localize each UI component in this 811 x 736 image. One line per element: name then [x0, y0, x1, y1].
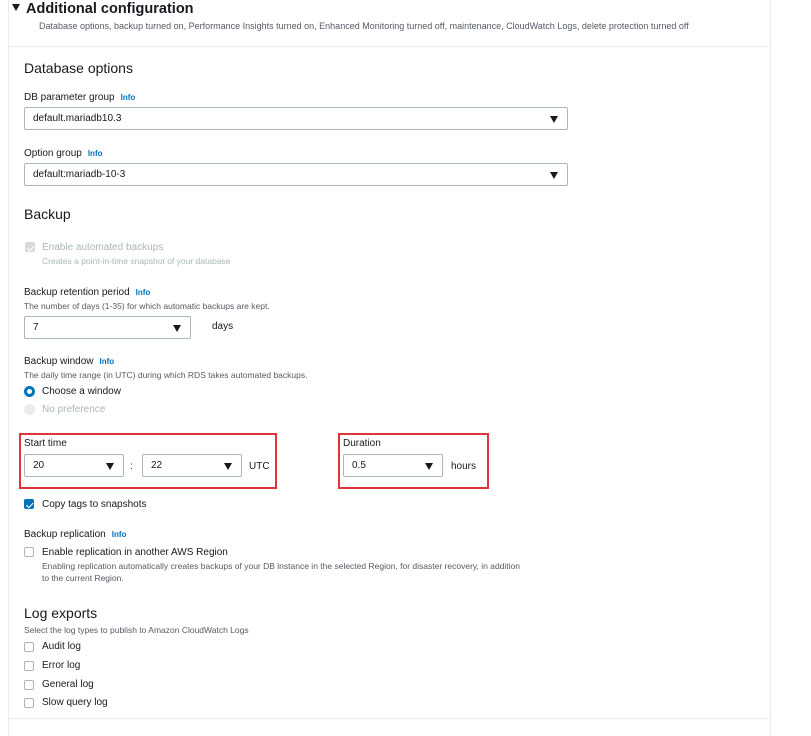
info-link[interactable]: Info [87, 149, 103, 158]
backup-retention-value: 7 [33, 322, 39, 333]
start-hour-value: 20 [33, 460, 45, 471]
replication-description-line2: to the current Region. [42, 573, 124, 583]
enable-automated-backups-description: Creates a point-in-time snapshot of your database [42, 256, 231, 266]
enable-replication-checkbox[interactable] [24, 547, 34, 557]
copy-tags-label: Copy tags to snapshots [42, 499, 147, 510]
backup-retention-label-text: Backup retention period [24, 287, 130, 298]
check-icon [26, 500, 33, 507]
log-exports-description: Select the log types to publish to Amazon CloudWatch Logs [24, 625, 249, 635]
backup-window-label [24, 355, 114, 368]
db-parameter-group-value: default.mariadb10.3 [33, 113, 122, 124]
duration-unit: hours [451, 461, 477, 472]
info-link[interactable]: Info [135, 288, 151, 297]
log-exports-heading: Log exports [24, 605, 98, 621]
replication-description-line1: Enabling replication automatically creates backups of your DB instance in the selected Region, for disaster recovery, in addition [42, 561, 520, 571]
option-group-label [24, 147, 103, 160]
backup-retention-description: The number of days (1-35) for which automatic backups are kept. [24, 301, 270, 311]
chevron-down-icon [550, 172, 558, 179]
backup-window-description: The daily time range (in UTC) during which RDS takes automated backups. [24, 370, 308, 380]
db-parameter-group-select[interactable] [24, 107, 568, 130]
retention-unit: days [212, 321, 234, 332]
start-minute-select[interactable] [142, 454, 242, 477]
slow-query-log-checkbox[interactable] [24, 698, 34, 708]
choose-window-radio[interactable] [24, 386, 35, 397]
no-preference-radio[interactable] [24, 404, 35, 415]
slow-query-log-label: Slow query log [42, 697, 108, 708]
chevron-down-icon [106, 463, 114, 470]
chevron-down-icon [550, 116, 558, 123]
enable-replication-label: Enable replication in another AWS Region [42, 547, 228, 558]
no-preference-label: No preference [42, 404, 106, 415]
start-hour-select[interactable] [24, 454, 124, 477]
audit-log-label: Audit log [42, 641, 81, 652]
audit-log-checkbox[interactable] [24, 642, 34, 652]
collapse-caret-icon[interactable] [12, 4, 20, 11]
check-icon [27, 243, 34, 250]
general-log-checkbox[interactable] [24, 680, 34, 690]
start-time-label: Start time [24, 438, 67, 449]
chevron-down-icon [224, 463, 232, 470]
choose-window-label: Choose a window [42, 386, 121, 397]
duration-label: Duration [343, 438, 381, 449]
db-parameter-group-label-text: DB parameter group [24, 92, 115, 103]
option-group-select[interactable] [24, 163, 568, 186]
backup-heading: Backup [24, 206, 71, 222]
info-link[interactable]: Info [111, 530, 127, 539]
section-description: Database options, backup turned on, Performance Insights turned on, Enhanced Monitoring turned off, maintenance, CloudWatch Logs, delete protection turned off [39, 21, 689, 31]
duration-select[interactable] [343, 454, 443, 477]
timezone-label: UTC [249, 461, 270, 472]
option-group-value: default:mariadb-10-3 [33, 169, 126, 180]
enable-automated-backups-checkbox[interactable] [25, 242, 35, 252]
duration-value: 0.5 [352, 460, 366, 471]
error-log-label: Error log [42, 660, 81, 671]
backup-retention-label [24, 286, 150, 299]
db-parameter-group-label [24, 91, 135, 104]
info-link[interactable]: Info [120, 93, 136, 102]
chevron-down-icon [173, 325, 181, 332]
backup-replication-label [24, 528, 126, 541]
backup-window-label-text: Backup window [24, 356, 94, 367]
backup-retention-select[interactable] [24, 316, 191, 339]
chevron-down-icon [425, 463, 433, 470]
copy-tags-checkbox[interactable] [24, 499, 34, 509]
start-minute-value: 22 [151, 460, 163, 471]
info-link[interactable]: Info [99, 357, 115, 366]
general-log-label: General log [42, 679, 94, 690]
option-group-label-text: Option group [24, 148, 82, 159]
error-log-checkbox[interactable] [24, 661, 34, 671]
database-options-heading: Database options [24, 60, 133, 76]
enable-automated-backups-label: Enable automated backups [42, 242, 164, 253]
backup-replication-label-text: Backup replication [24, 529, 106, 540]
divider [9, 46, 769, 47]
bottom-divider [9, 718, 769, 719]
section-title[interactable]: Additional configuration [26, 1, 194, 17]
time-separator: : [130, 461, 133, 472]
